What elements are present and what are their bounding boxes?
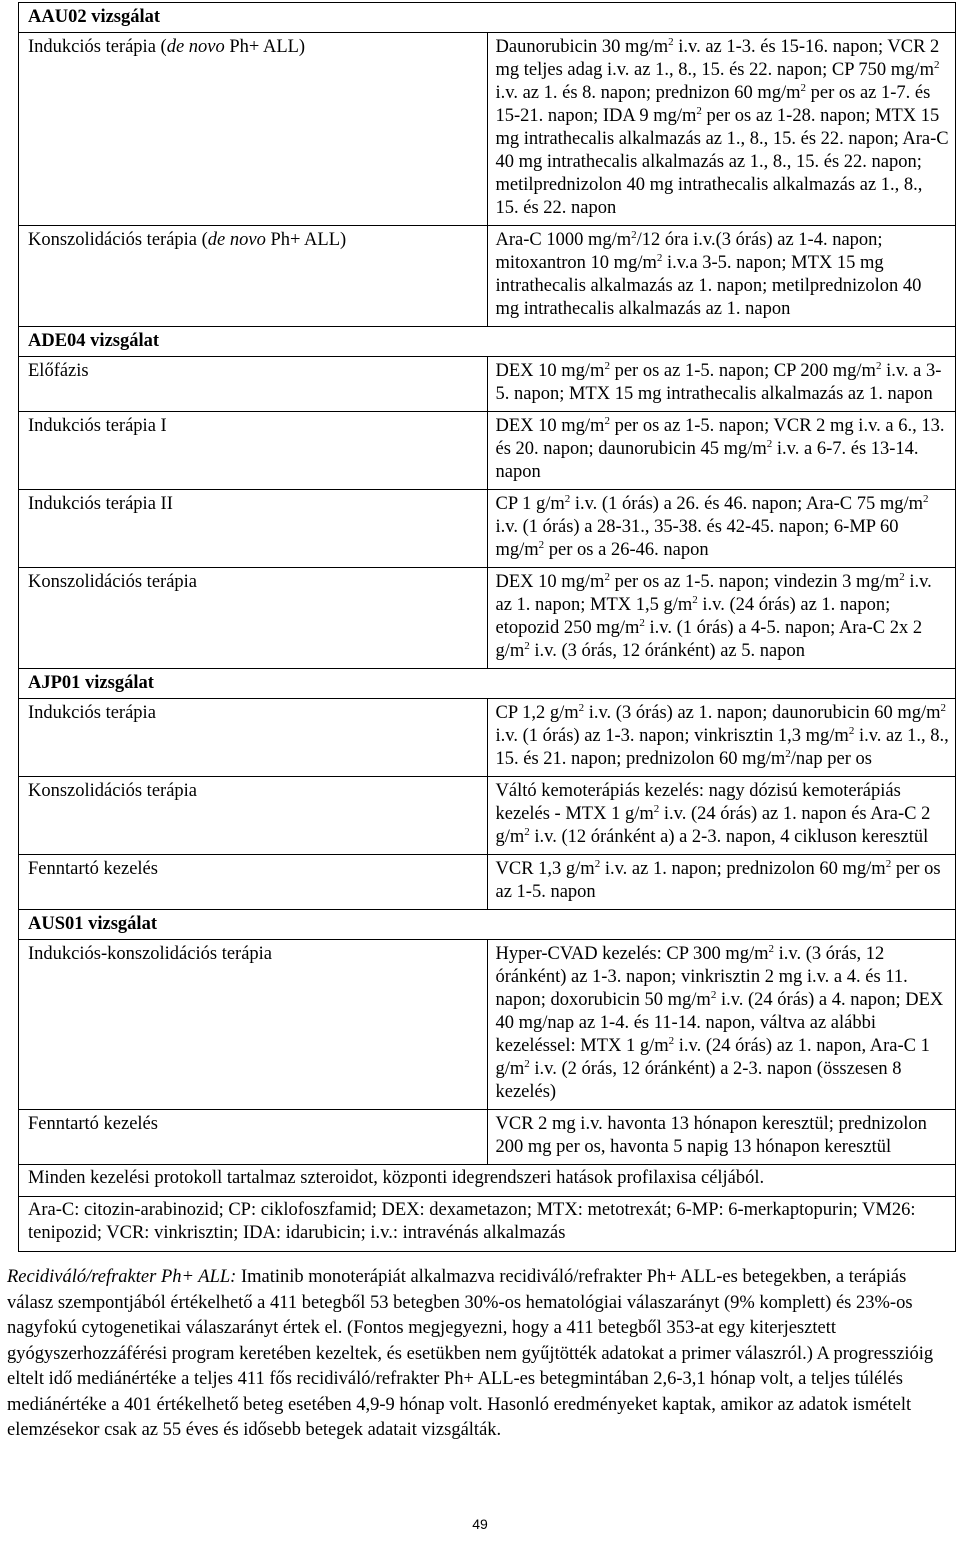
steroid-note: Minden kezelési protokoll tartalmaz szteroidot, központi idegrendszeri hatások profilaxisa céljából. — [19, 1165, 956, 1197]
table-row — [19, 33, 956, 226]
row-label: Indukciós terápia II — [19, 490, 488, 568]
table-row — [19, 699, 956, 777]
row-text: CP 1,2 $g/m^2$ i.v. (3 órás) az 1. napon; daunorubicin 60 $mg/m^2$ i.v. (1 órás) az 1-3. napon; vinkrisztin 1,3 $mg/m^2$ i.v. az 1., 8., 15. és 21. napon; prednizolon 60 $mg/m^2$/nap per os — [487, 699, 956, 777]
row-text: Hyper-CVAD kezelés: CP 300 $mg/m^2$ i.v. (3 órás, 12 óránként) az 1-3. napon; vinkrisztin 2 mg i.v. a 4. és 11. napon; doxorubicin 50 $mg/m^2$ i.v. (24 órás) a 4. napon; DEX 40 mg/nap az 1-4. és 11-14. napon, váltva az alábbi kezeléssel: MTX 1 $g/m^2$ i.v. (24 órás) az 1. napon, Ara-C 1 $g/m^2$ i.v. (2 órás, 12 óránként) a 2-3. napon (összesen 8 kezelés) — [487, 940, 956, 1110]
section-title-aau02: AAU02 vizsgálat — [19, 3, 956, 33]
row-label: Indukciós-konszolidációs terápia — [19, 940, 488, 1110]
section-title-aus01: AUS01 vizsgálat — [19, 910, 956, 940]
section-row-aus01 — [19, 910, 956, 940]
protocol-table — [18, 2, 956, 1252]
row-label: Indukciós terápia (de novo Ph+ ALL) — [19, 33, 488, 226]
row-label: Előfázis — [19, 357, 488, 412]
table-row — [19, 490, 956, 568]
table-row — [19, 568, 956, 669]
note-row — [19, 1197, 956, 1252]
row-text: Daunorubicin 30 $mg/m^2$ i.v. az 1-3. és 15-16. napon; VCR 2 mg teljes adag i.v. az 1., 8., 15. és 22. napon; CP 750 $mg/m^2$ i.v. az 1. és 8. napon; prednizon 60 $mg/m^2$ per os az 1-7. és 15-21. napon; IDA 9 $mg/m^2$ per os az 1-28. napon; MTX 15 mg intrathecalis alkalmazás az 1., 8., 15. és 22. napon; Ara-C 40 mg intrathecalis alkalmazás az 1., 8., 15. és 22. napon; metilprednizolon 40 mg intrathecalis alkalmazás az 1., 8., 15. és 22. napon — [487, 33, 956, 226]
abbreviation-note: Ara-C: citozin-arabinozid; CP: ciklofoszfamid; DEX: dexametazon; MTX: metotrexát; 6-MP: 6-merkaptopurin; VM26: tenipozid; VCR: vinkrisztin; IDA: idarubicin; i.v.: intravénás alkalmazás — [19, 1197, 956, 1252]
table-row — [19, 940, 956, 1110]
table-row — [19, 357, 956, 412]
row-text: VCR 1,3 $g/m^2$ i.v. az 1. napon; prednizolon 60 $mg/m^2$ per os az 1-5. napon — [487, 855, 956, 910]
section-row-ade04 — [19, 327, 956, 357]
table-row — [19, 1110, 956, 1165]
row-text: Ara-C 1000 $mg/m^2/12$ óra i.v.(3 órás) az 1-4. napon; mitoxantron 10 $mg/m^2$ i.v.a 3-5. napon; MTX 15 mg intrathecalis alkalmazás az 1. napon; metilprednizolon 40 mg intrathecalis alkalmazás az 1. napon — [487, 226, 956, 327]
paragraph-lead: Recidiváló/refrakter Ph+ ALL: — [7, 1267, 237, 1287]
section-title-ade04: ADE04 vizsgálat — [19, 327, 956, 357]
row-text: DEX 10 $mg/m^2$ per os az 1-5. napon; VCR 2 mg i.v. a 6., 13. és 20. napon; daunorubicin 45 $mg/m^2$ i.v. a 6-7. és 13-14. napon — [487, 412, 956, 490]
row-label: Konszolidációs terápia — [19, 777, 488, 855]
row-label: Konszolidációs terápia (de novo Ph+ ALL) — [19, 226, 488, 327]
row-label: Fenntartó kezelés — [19, 1110, 488, 1165]
paragraph-body: Imatinib monoterápiát alkalmazva recidiváló/refrakter Ph+ ALL-es betegekben, a terápiás válasz szempontjából értékelhető a 411 betegből 53 betegben 30%-os hematológiai válaszarányt (9% komplett) és 23%-os nagyfokú cytogenetikai válaszarányt értek el. (Fontos megjegyezni, hogy a 411 betegből 353-at egy kiterjesztett gyógyszerhozzáférési program keretében kezeltek, és esetükben nem gyűjtötték adatokat a primer válaszról.) A progresszióig eltelt idő mediánértéke a teljes 411 fős recidiváló/refrakter Ph+ ALL-es betegmintában 2,6-3,1 hónap volt, a teljes túlélés mediánértéke a 401 értékelhető beteg esetében 4,9-9 hónap volt. Hasonló eredményeket kaptak, amikor az adatok ismételt elemzésekor csak az 55 éves és idősebb betegek adatait vizsgálták. — [7, 1267, 934, 1440]
table-row — [19, 855, 956, 910]
row-text: DEX 10 $mg/m^2$ per os az 1-5. napon; vindezin 3 $mg/m^2$ i.v. az 1. napon; MTX 1,5 $g/m^2$ i.v. (24 órás) az 1. napon; etopozid 250 $mg/m^2$ i.v. (1 órás) a 4-5. napon; Ara-C 2x 2 $g/m^2$ i.v. (3 órás, 12 óránként) az 5. napon — [487, 568, 956, 669]
table-row — [19, 777, 956, 855]
section-title-ajp01: AJP01 vizsgálat — [19, 669, 956, 699]
row-label: Fenntartó kezelés — [19, 855, 488, 910]
table-row — [19, 226, 956, 327]
row-label: Indukciós terápia I — [19, 412, 488, 490]
row-label: Konszolidációs terápia — [19, 568, 488, 669]
row-label: Indukciós terápia — [19, 699, 488, 777]
row-text: CP 1 $g/m^2$ i.v. (1 órás) a 26. és 46. napon; Ara-C 75 $mg/m^2$ i.v. (1 órás) a 28-31., 35-38. és 42-45. napon; 6-MP 60 $mg/m^2$ per os a 26-46. napon — [487, 490, 956, 568]
section-row-aau02 — [19, 3, 956, 33]
row-text: Váltó kemoterápiás kezelés: nagy dózisú kemoterápiás kezelés - MTX 1 $g/m^2$ i.v. (24 órás) az 1. napon és Ara-C 2 $g/m^2$ i.v. (12 óránként a) a 2-3. napon, 4 cikluson keresztül — [487, 777, 956, 855]
section-row-ajp01 — [19, 669, 956, 699]
page-number: 49 — [472, 1516, 488, 1532]
note-row — [19, 1165, 956, 1197]
row-text: VCR 2 mg i.v. havonta 13 hónapon keresztül; prednizolon 200 mg per os, havonta 5 napig 13 hónapon keresztül — [487, 1110, 956, 1165]
table-row — [19, 412, 956, 490]
relapsed-refractory-paragraph — [7, 1265, 957, 1444]
row-text: DEX 10 $mg/m^2$ per os az 1-5. napon; CP 200 $mg/m^2$ i.v. a 3-5. napon; MTX 15 mg intrathecalis alkalmazás az 1. napon — [487, 357, 956, 412]
